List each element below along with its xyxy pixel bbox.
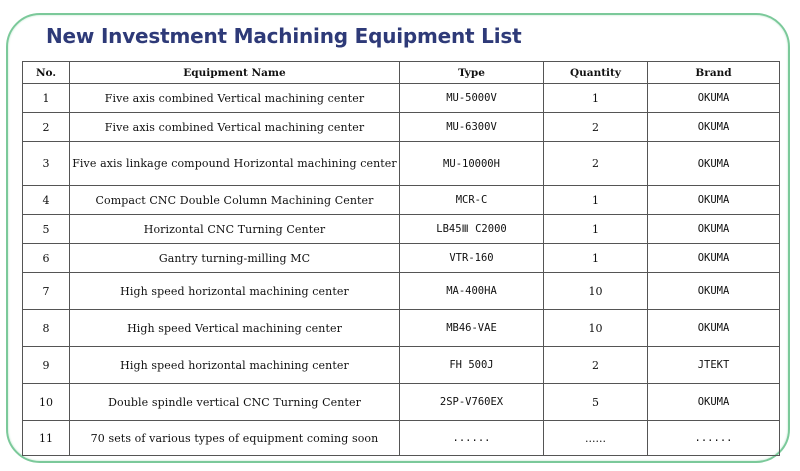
table-row [23,421,780,456]
cell-type: MU-5000V [400,84,544,113]
equipment-table [22,61,780,456]
cell-quantity: ...... [544,421,648,456]
cell-no: 9 [23,347,70,384]
cell-type: FH 500J [400,347,544,384]
cell-equipment-name: Horizontal CNC Turning Center [70,215,400,244]
cell-equipment-name: 70 sets of various types of equipment coming soon [70,421,400,456]
table-row [23,113,780,142]
cell-type: MU-6300V [400,113,544,142]
table-row [23,186,780,215]
cell-quantity: 2 [544,347,648,384]
cell-no: 3 [23,142,70,186]
cell-type: 2SP-V760EX [400,384,544,421]
cell-equipment-name: High speed Vertical machining center [70,310,400,347]
cell-type: VTR-160 [400,244,544,273]
cell-no: 6 [23,244,70,273]
header-type: Type [400,62,544,84]
cell-equipment-name: Five axis linkage compound Horizontal machining center [70,142,400,186]
cell-no: 5 [23,215,70,244]
table-row [23,310,780,347]
cell-no: 11 [23,421,70,456]
cell-quantity: 10 [544,273,648,310]
cell-brand: OKUMA [648,186,780,215]
cell-equipment-name: Five axis combined Vertical machining center [70,113,400,142]
cell-quantity: 1 [544,244,648,273]
cell-no: 2 [23,113,70,142]
cell-equipment-name: Five axis combined Vertical machining center [70,84,400,113]
cell-equipment-name: Gantry turning-milling MC [70,244,400,273]
cell-brand: OKUMA [648,142,780,186]
cell-quantity: 2 [544,142,648,186]
page-title: New Investment Machining Equipment List [46,24,522,48]
cell-no: 1 [23,84,70,113]
table-header-row [23,62,780,84]
cell-brand: JTEKT [648,347,780,384]
cell-brand: ...... [648,421,780,456]
table-row [23,215,780,244]
cell-no: 7 [23,273,70,310]
cell-brand: OKUMA [648,384,780,421]
cell-brand: OKUMA [648,113,780,142]
cell-quantity: 2 [544,113,648,142]
table-row [23,244,780,273]
table-row [23,84,780,113]
cell-brand: OKUMA [648,215,780,244]
cell-brand: OKUMA [648,273,780,310]
cell-quantity: 1 [544,186,648,215]
cell-quantity: 5 [544,384,648,421]
cell-quantity: 1 [544,84,648,113]
cell-equipment-name: Double spindle vertical CNC Turning Center [70,384,400,421]
cell-equipment-name: Compact CNC Double Column Machining Center [70,186,400,215]
header-brand: Brand [648,62,780,84]
cell-quantity: 1 [544,215,648,244]
cell-type: ...... [400,421,544,456]
cell-type: MA-400HA [400,273,544,310]
cell-type: LB45Ⅲ C2000 [400,215,544,244]
table-row [23,273,780,310]
cell-type: MCR-C [400,186,544,215]
cell-no: 10 [23,384,70,421]
header-no: No. [23,62,70,84]
table-row [23,347,780,384]
cell-brand: OKUMA [648,84,780,113]
cell-type: MB46-VAE [400,310,544,347]
cell-equipment-name: High speed horizontal machining center [70,347,400,384]
cell-brand: OKUMA [648,244,780,273]
header-quantity: Quantity [544,62,648,84]
cell-no: 8 [23,310,70,347]
cell-type: MU-10000H [400,142,544,186]
cell-equipment-name: High speed horizontal machining center [70,273,400,310]
cell-brand: OKUMA [648,310,780,347]
table-row [23,142,780,186]
header-equipment-name: Equipment Name [70,62,400,84]
cell-quantity: 10 [544,310,648,347]
cell-no: 4 [23,186,70,215]
table-row [23,384,780,421]
